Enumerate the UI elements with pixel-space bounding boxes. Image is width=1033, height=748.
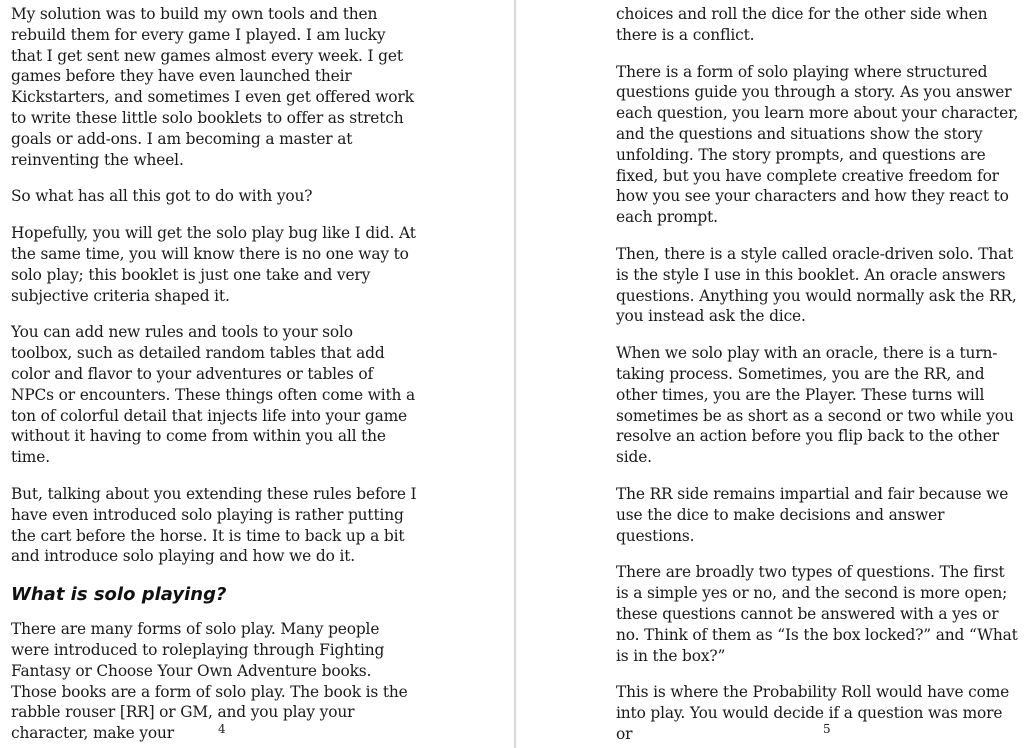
right-page-number: 5 xyxy=(823,722,831,736)
right-paragraph-7: This is where the Probability Roll would have come into play. You would decide if a question was more or xyxy=(616,683,1010,743)
section-heading: What is solo playing? xyxy=(11,584,227,606)
left-paragraph-5: But, talking about you extending these rules before I have even introduced solo playing is rather putting the cart before the horse. It is time to back up a bit and introduce solo playing and how we do it. xyxy=(11,484,417,566)
right-paragraph-3: Then, there is a style called oracle-driven solo. That is the style I use in this booklet. An oracle answers questions. Anything you would normally ask the RR, you instead ask the dice. xyxy=(616,244,1017,326)
right-paragraph-2: There is a form of solo playing where structured questions guide you through a story. As you answer each question, you learn more about your character, and the questions and situations show the story unfolding. The story prompts, and questions are fixed, but you have complete creative freedom for how you see your characters and how they react to each prompt. xyxy=(616,62,1019,227)
left-page-number: 4 xyxy=(218,722,226,736)
left-paragraph-2: So what has all this got to do with you? xyxy=(11,187,313,206)
right-paragraph-4: When we solo play with an oracle, there is a turn-taking process. Sometimes, you are the RR, and other times, you are the Player. These turns will sometimes be as short as a second or two while you resolve an action before you flip back to the other side. xyxy=(616,344,1014,467)
right-paragraph-5: The RR side remains impartial and fair because we use the dice to make decisions and answer questions. xyxy=(616,484,1009,545)
left-paragraph-4: You can add new rules and tools to your solo toolbox, such as detailed random tables that add color and flavor to your adventures or tables of NPCs or encounters. These things often come with a ton of colorful detail that injects life into your game without it having to come from within you all the time. xyxy=(11,323,416,467)
left-page xyxy=(0,0,514,748)
right-page-text-column xyxy=(616,4,1021,743)
left-paragraph-3: Hopefully, you will get the solo play bug like I did. At the same time, you will know there is no one way to solo play; this booklet is just one take and very subjective criteria shaped it. xyxy=(11,224,416,305)
right-paragraph-1: choices and roll the dice for the other side when there is a conflict. xyxy=(616,5,988,44)
right-page xyxy=(516,0,1033,748)
left-paragraph-6: There are many forms of solo play. Many people were introduced to roleplaying through Fighting Fantasy or Choose Your Own Adventure books. Those books are a form of solo play. The book is the rabble rouser [RR] or GM, and you play your character, make your xyxy=(11,620,408,743)
right-paragraph-6: There are broadly two types of questions. The first is a simple yes or no, and the second is more open; these questions cannot be answered with a yes or no. Think of them as “Is the box locked?” and “What is in the box?” xyxy=(616,563,1018,665)
left-page-text-column xyxy=(11,4,417,743)
left-paragraph-1: My solution was to build my own tools and then rebuild them for every game I played. I am lucky that I get sent new games almost every week. I get games before they have even launched their Kickstarters, and sometimes I even get offered work to write these little solo booklets to offer as stretch goals or add-ons. I am becoming a master at reinventing the wheel. xyxy=(11,5,414,169)
